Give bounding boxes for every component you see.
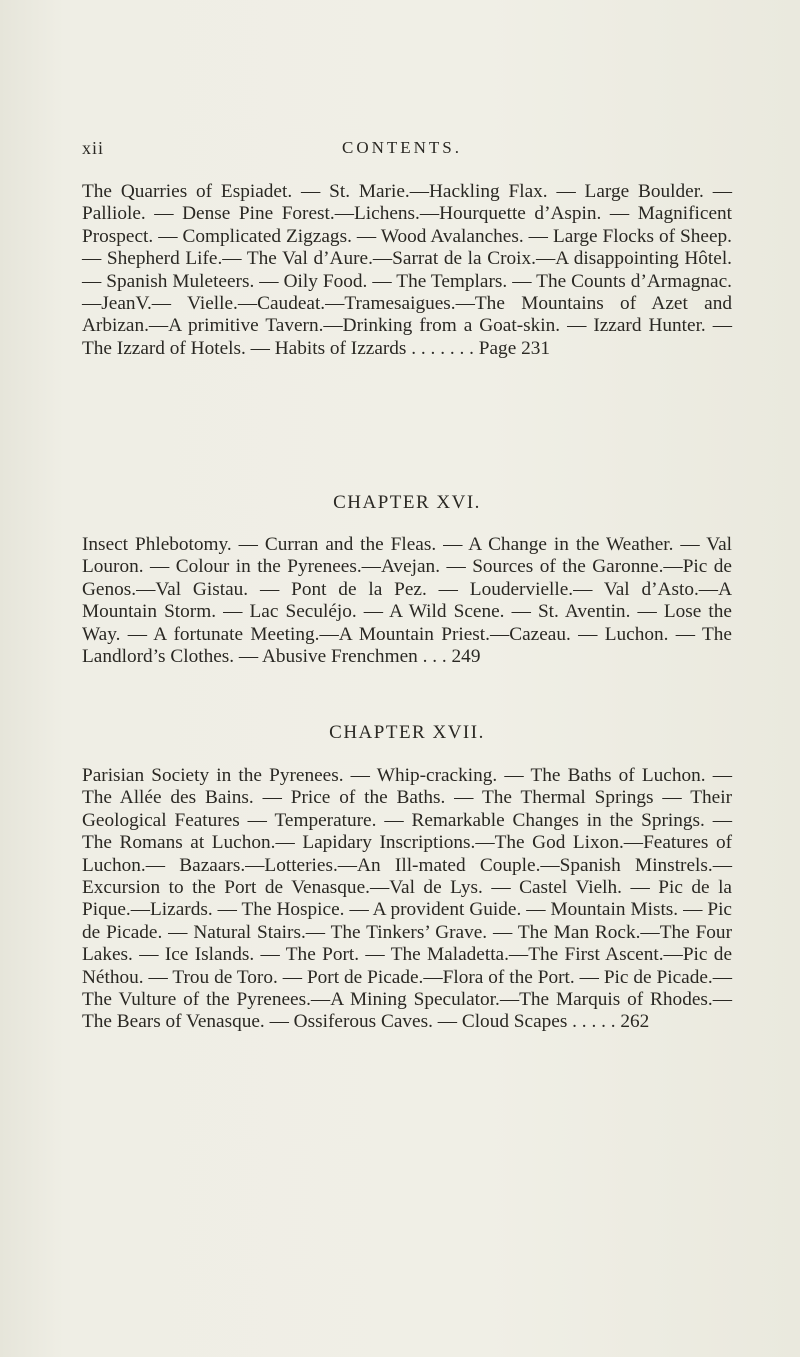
entry-synopsis: Insect Phlebotomy. — Curran and the Fleas. — A Change in the Weather. — Val Louron. — Colour in the Pyrenees.—Avejan. — Sources of the Garonne.—Pic de Genos.—Val Gistau. — Pont de la Pez. — Loudervielle.— Val d’Asto.—A Mountain Storm. — Lac Seculéjo. — A Wild Scene. — St. Aventin. — Lose the Way. — A fortunate Meeting.—A Mountain Priest.—Cazeau. — Luchon. — The Landlord’s Clothes. — Abusive Frenchmen	[82, 534, 732, 668]
page-reference: 249	[451, 646, 481, 668]
entry-synopsis: Parisian Society in the Pyrenees. — Whip-cracking. — The Baths of Luchon. — The Allée des Bains. — Price of the Baths. — The Thermal Springs — Their Geological Features — Temperature. — Remarkable Changes in the Springs. — The Romans at Luchon.— Lapidary Inscriptions.—The God Lixon.—Features of Luchon.— Bazaars.—Lotteries.—An Ill-mated Couple.—Spanish Minstrels.— Excursion to the Port de Venasque.—Val de Lys. — Castel Vielh. — Pic de la Pique.—Lizards. — The Hospice. — A provident Guide. — Mountain Mists. — Pic de Picade. — Natural Stairs.— The Tinkers’ Grave. — The Man Rock.—The Four Lakes. — Ice Islands. — The Port. — The Maladetta.—The First Ascent.—Pic de Néthou. — Trou de Toro. — Port de Picade.—Flora of the Port. — Pic de Picade.—The Vulture of the Pyrenees.—A Mining Speculator.—The Marquis of Rhodes.—The Bears of Venasque. — Ossiferous Caves. — Cloud Scapes	[82, 765, 732, 1033]
contents-entry-chapter-xvii	[82, 765, 732, 1034]
chapter-heading-xvi: CHAPTER XVI.	[333, 492, 481, 513]
entry-synopsis: The Quarries of Espiadet. — St. Marie.—Hackling Flax. — Large Boulder. — Palliole. — Dense Pine Forest.—Lichens.—Hourquette d’Aspin. — Magnificent Prospect. — Complicated Zigzags. — Wood Avalanches. — Large Flocks of Sheep.— Shepherd Life.— The Val d’Aure.—Sarrat de la Croix.—A disappointing Hôtel.— Spanish Muleteers. — Oily Food. — The Templars. — The Counts d’Armagnac.—JeanV.— Vielle.—Caudeat.—Tramesaigues.—The Mountains of Azet and Arbizan.—A primitive Tavern.—Drinking from a Goat-skin. — Izzard Hunter. — The Izzard of Hotels. — Habits of Izzards	[82, 181, 732, 359]
contents-entry-chapter-xvi	[82, 534, 732, 668]
chapter-heading-xvii: CHAPTER XVII.	[329, 722, 485, 743]
dot-leader: . . .	[417, 646, 452, 668]
running-title: CONTENTS.	[341, 138, 463, 157]
page-reference: 262	[620, 1011, 650, 1033]
contents-entry-chapter-xv-continued	[82, 181, 732, 360]
page-reference: Page 231	[478, 337, 550, 359]
running-head	[82, 138, 722, 168]
dot-leader: . . . . . . .	[406, 337, 479, 359]
dot-leader: . . . . .	[567, 1011, 621, 1033]
page-number: xii	[82, 138, 105, 158]
